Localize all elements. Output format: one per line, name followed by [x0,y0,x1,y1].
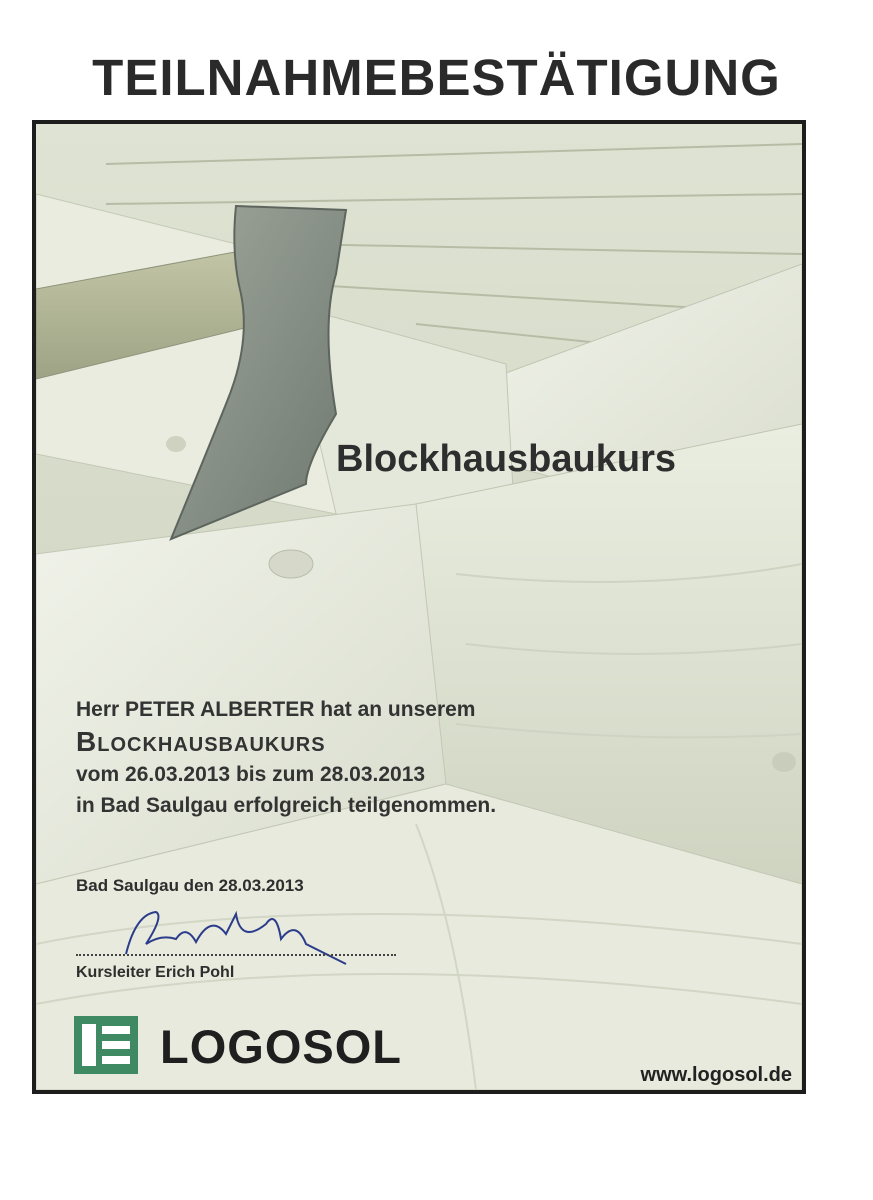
certificate-body [76,694,496,821]
logosol-logo-icon [74,1016,138,1074]
place-date: Bad Saulgau den 28.03.2013 [76,876,304,895]
participant-line: Herr PETER ALBERTER hat an unserem [76,698,476,721]
document-title: TEILNAHMEBESTÄTIGUNG [92,49,781,106]
brand-name: LOGOSOL [160,1020,402,1073]
signature [116,894,356,974]
signature-label: Kursleiter Erich Pohl [76,964,235,981]
website-link[interactable]: www.logosol.de [640,1064,792,1086]
course-heading: Blockhausbaukurs [336,438,676,480]
signature-line [76,954,396,956]
location-line: in Bad Saulgau erfolgreich teilgenommen. [76,794,497,817]
course-name: Blockhausbaukurs [76,726,326,757]
date-range-line: vom 26.03.2013 bis zum 28.03.2013 [76,763,426,786]
certificate-frame [32,120,806,1094]
